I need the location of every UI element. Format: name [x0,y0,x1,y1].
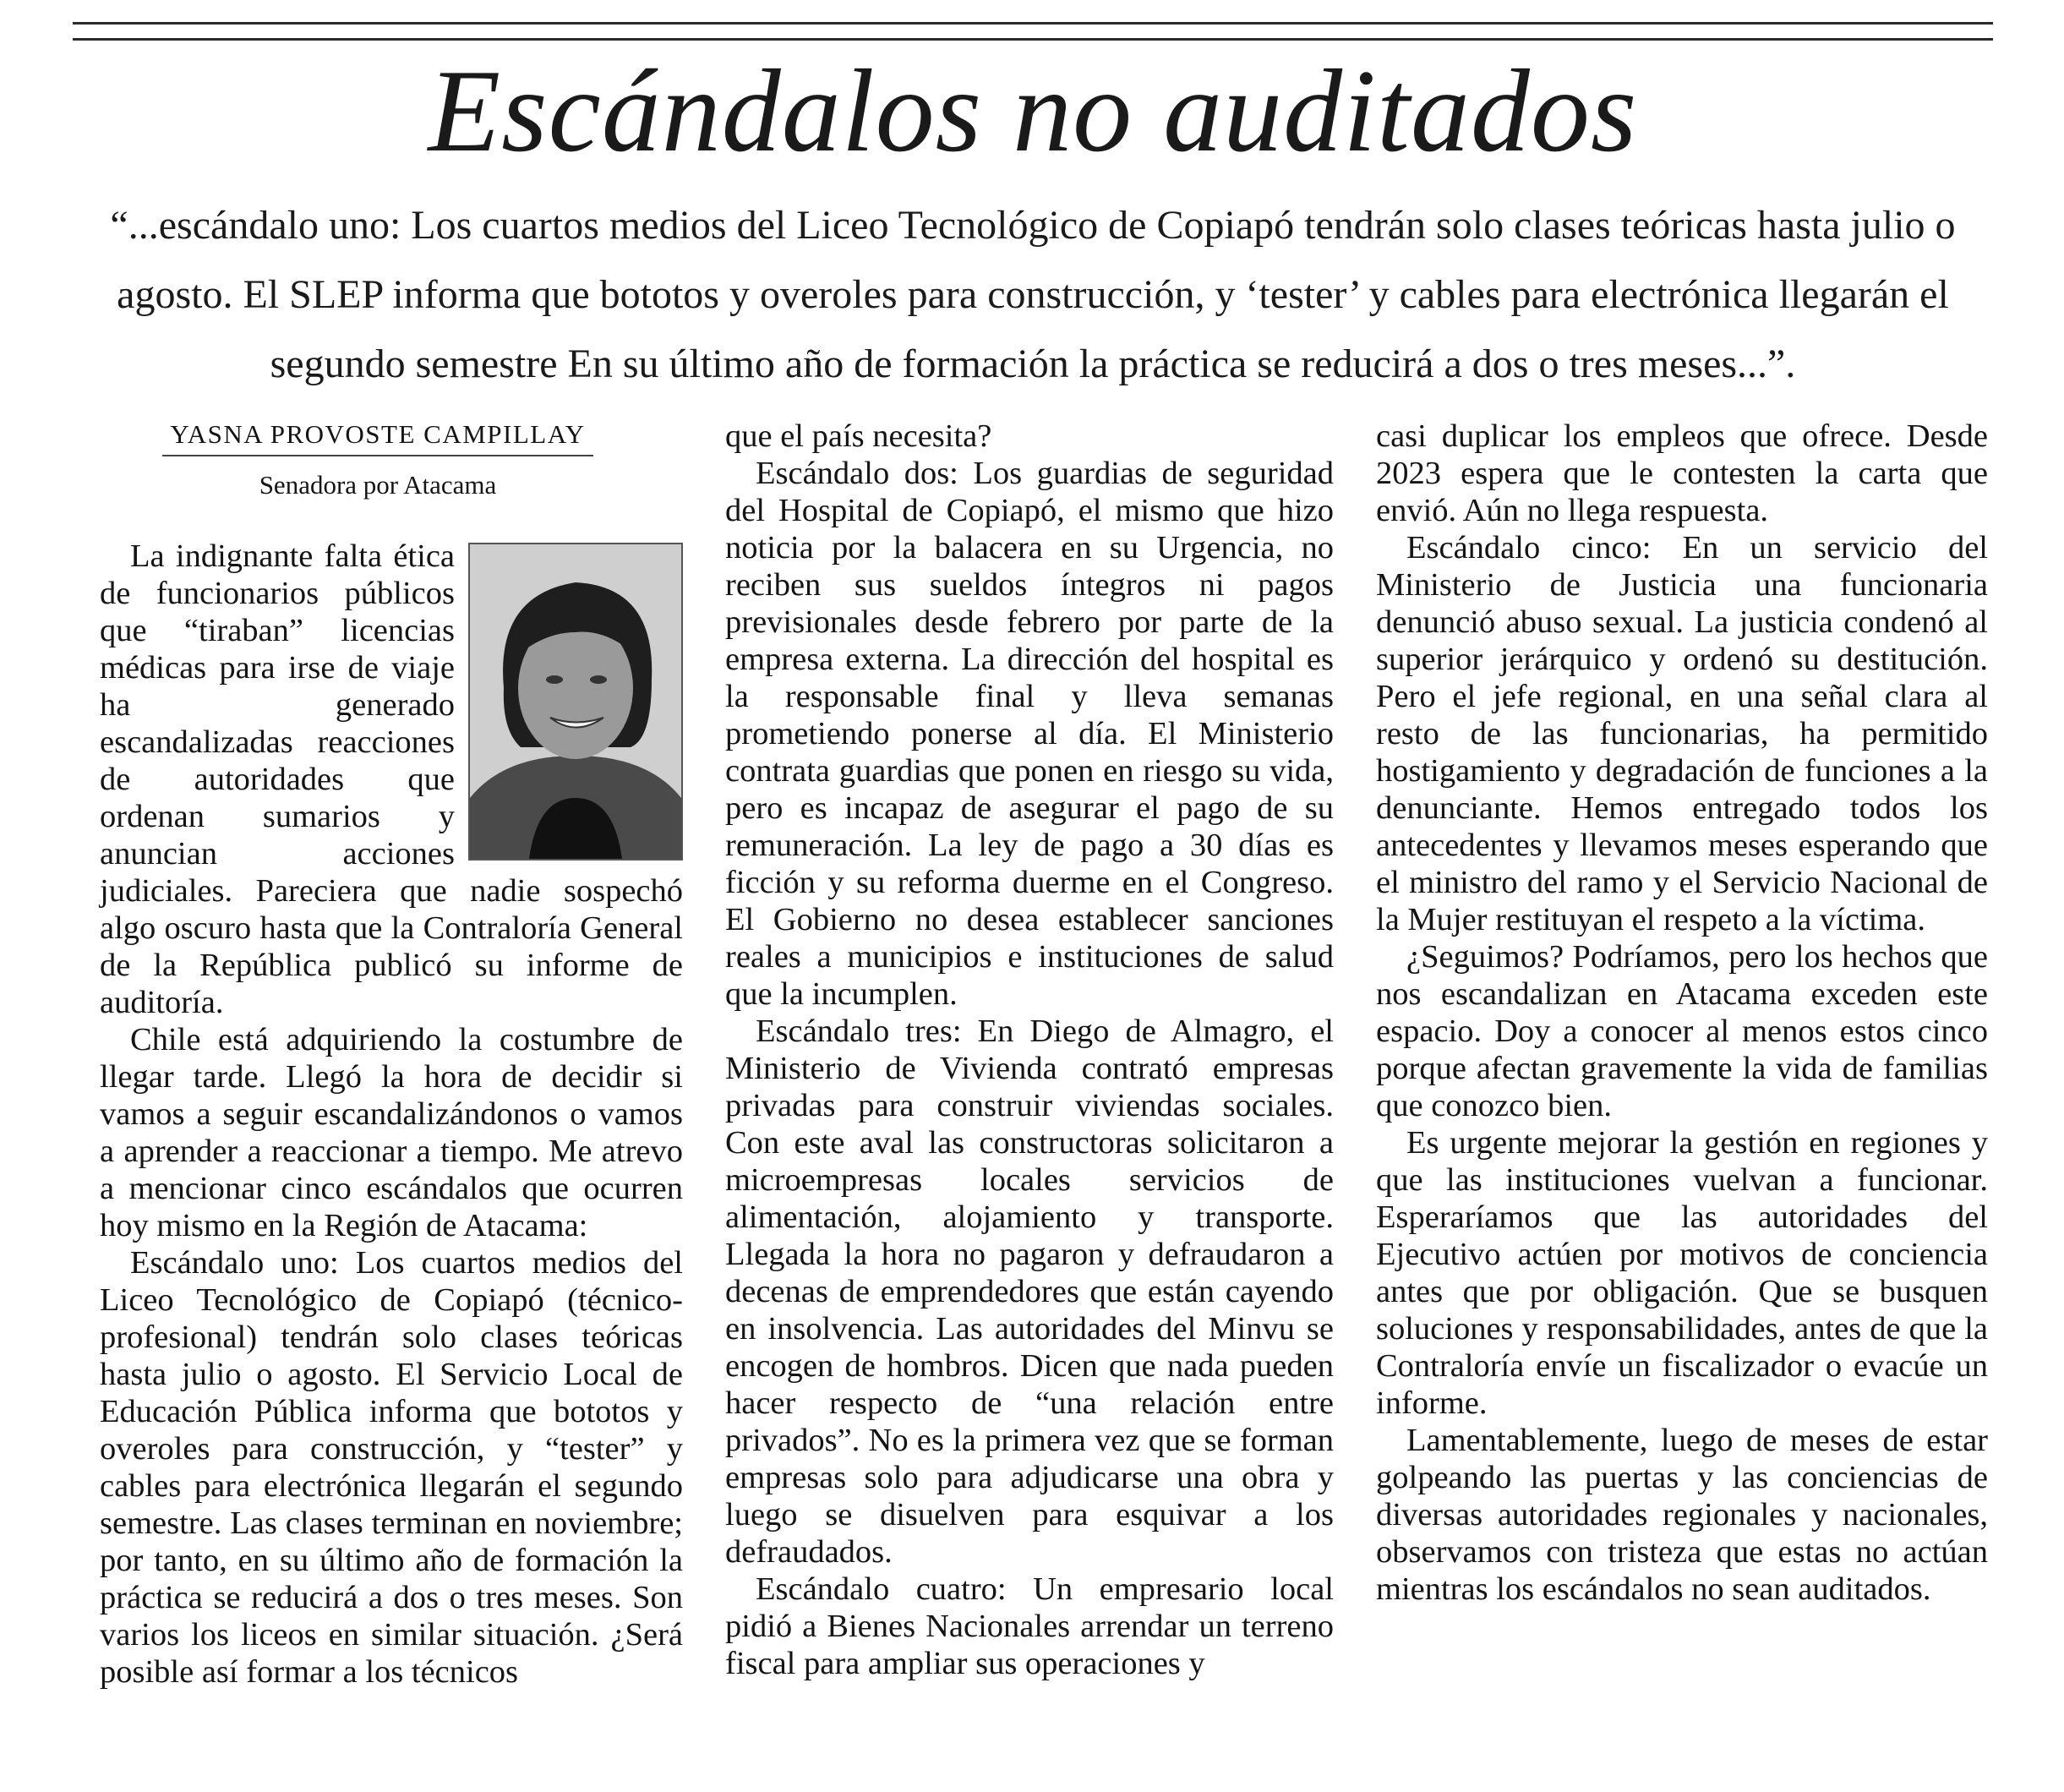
article-column-1 [100,414,683,1691]
author-name: YASNA PROVOSTE CAMPILLAY [162,418,593,456]
article-column-3 [1376,418,1988,1608]
paragraph: Escándalo cinco: En un servicio del Ministerio de Justicia una funcionaria denunció abuso sexual. La justicia condenó al superior jerárquico y ordenó su destitución. Pero el jefe regional, en una señal clara al resto de las funcionarias, ha permitido hostigamiento y degradación de funciones a la denunciante. Hemos entregado todos los antecedentes y llevamos meses esperando que el ministro del ramo y el Servicio Nacional de la Mujer restituyan el respeto a la víctima. [1376,530,1988,937]
paragraph: Chile está adquiriendo la costumbre de llegar tarde. Llegó la hora de decidir si vamos a seguir escandalizándonos o vamos a aprender a reaccionar a tiempo. Me atrevo a mencionar cinco escándalos que ocurren hoy mismo en la Región de Atacama: [100,1022,683,1243]
paragraph: Lamentablemente, luego de meses de estar golpeando las puertas y las conciencias de diversas autoridades regionales y nacionales, observamos con tristeza que estas no actúan mientras los escándalos no sean auditados. [1376,1423,1988,1607]
paragraph: Escándalo tres: En Diego de Almagro, el Ministerio de Vivienda contrató empresas privadas para construir viviendas sociales. Con este aval las constructoras solicitaron a microempresas locales servicios de alimentación, alojamiento y transporte. Llegada la hora no pagaron y defraudaron a decenas de emprendedores que están cayendo en insolvencia. Las autoridades del Minvu se encogen de hombros. Dicen que nada pueden hacer respecto de “una relación entre privados”. No es la primera vez que se forman empresas solo para adjudicarse una obra y luego se disuelven para esquivar a los defraudados. [725,1013,1334,1570]
author-photo [468,543,683,860]
author-role: Senadora por Atacama [259,470,497,500]
article-column-2 [725,418,1334,1682]
paragraph: Escándalo dos: Los guardias de seguridad del Hospital de Copiapó, el mismo que hizo noticia por la balacera en su Urgencia, no reciben sus sueldos íntegros ni pagos previsionales desde febrero por parte de la empresa externa. La dirección del hospital es la responsable final y lleva semanas prometiendo ponerse al día. El Ministerio contrata guardias que ponen en riesgo su vida, pero es incapaz de asegurar el pago de su remuneración. La ley de pago a 30 días es ficción y su reforma duerme en el Congreso. El Gobierno no desea establecer sanciones reales a municipios e instituciones de salud que la incumplen. [725,456,1334,1012]
top-double-rule [73,22,1993,41]
paragraph: Escándalo uno: Los cuartos medios del Liceo Tecnológico de Copiapó (técnico-profesional) tendrán solo clases teóricas hasta julio o agosto. El Servicio Local de Educación Pública informa que bototos y overoles para construcción, y “tester” y cables para electrónica llegarán el segundo semestre. Las clases terminan en noviembre; por tanto, en su último año de formación la práctica se reducirá a dos o tres meses. Son varios los liceos en similar situación. ¿Será posible así formar a los técnicos [100,1245,683,1690]
paragraph: que el país necesita? [725,418,992,454]
pull-quote: “...escándalo uno: Los cuartos medios del Liceo Tecnológico de Copiapó tendrán solo clases teóricas hasta julio o agosto. El SLEP informa que bototos y overoles para construcción, y ‘tester’ y cables para electrónica llegarán el segundo semestre En su último año de formación la práctica se reducirá a dos o tres meses...”. [110,203,1956,386]
article-headline: Escándalos no auditados [428,46,1638,177]
paragraph: ¿Seguimos? Podríamos, pero los hechos que nos escandalizan en Atacama exceden este espacio. Doy a conocer al menos estos cinco porque afectan gravemente la vida de familias que conozco bien. [1376,939,1988,1123]
paragraph: Es urgente mejorar la gestión en regiones y que las instituciones vuelvan a funcionar. Esperaríamos que las autoridades del Ejecutivo actúen por motivos de conciencia antes que por obligación. Que se busquen soluciones y responsabilidades, antes de que la Contraloría envíe un fiscalizador o evacúe un informe. [1376,1125,1988,1421]
paragraph: Escándalo cuatro: Un empresario local pidió a Bienes Nacionales arrendar un terreno fiscal para ampliar sus operaciones y [725,1571,1334,1681]
paragraph: casi duplicar los empleos que ofrece. Desde 2023 espera que le contesten la carta que envió. Aún no llega respuesta. [1376,418,1988,528]
paragraph: La indignante falta ética de funcionarios públicos que “tiraban” licencias médicas para irse de viaje ha generado escandalizadas reacciones de autoridades que ordenan sumarios y anuncian acciones judiciales. Pareciera que nadie sospechó algo oscuro hasta que la Contraloría General de la República publicó su informe de auditoría. [100,538,683,1020]
author-portrait-image [470,544,681,859]
